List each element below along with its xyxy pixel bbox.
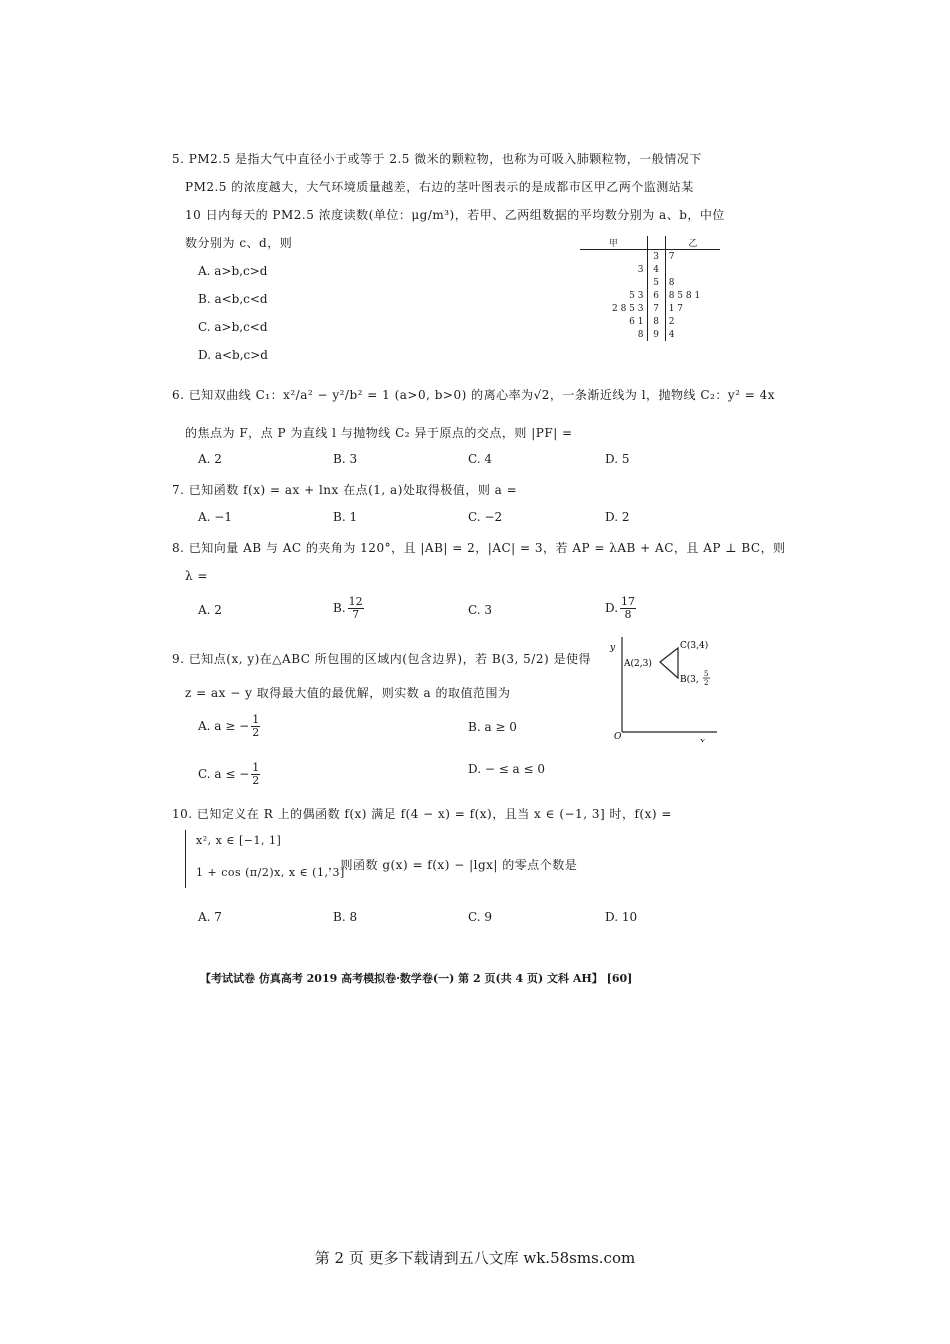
- q9-line1: 9. 已知点(x, y)在△ABC 所包围的区域内(包含边界)，若 B(3, 5/2) 是使得: [172, 652, 591, 666]
- q5-line3: 10 日内每天的 PM2.5 浓度读数(单位：μg/m³)，若甲、乙两组数据的平均数分别为 a、b，中位: [185, 208, 725, 222]
- stem-row: 8 9 4: [637, 329, 675, 340]
- q9-option-a: A. a ≥ − $\frac{1}{2}$: [198, 713, 260, 739]
- q6-line2: 的焦点为 F，点 P 为直线 l 与抛物线 C₂ 异于原点的交点，则 |PF| =: [185, 426, 573, 440]
- graph-svg: [602, 632, 722, 742]
- q10-piece2: 1 + cos (π/2)x, x ∈ (1, 3]: [196, 866, 345, 879]
- piecewise-brace: [185, 830, 192, 888]
- q6-option-a: A. 2: [198, 452, 222, 466]
- q7-option-c: C. −2: [468, 510, 503, 524]
- stem-row: 3 7: [580, 250, 720, 264]
- q6-option-c: C. 4: [468, 452, 493, 466]
- q8-option-d: D. $\frac{17}{8}$: [605, 595, 636, 621]
- q9-option-b: B. a ≥ 0: [468, 720, 517, 734]
- q10-option-d: D. 10: [605, 910, 638, 924]
- triangle-abc: [660, 648, 678, 678]
- q9-option-c: C. a ≤ − $\frac{1}{2}$: [198, 761, 260, 787]
- q10-option-c: C. 9: [468, 910, 493, 924]
- q10-option-a: A. 7: [198, 910, 222, 924]
- stem-header-right: 乙: [688, 239, 698, 249]
- q7-option-a: A. −1: [198, 510, 232, 524]
- stem-header-left: 甲: [608, 239, 618, 249]
- point-b-num: 5: [704, 670, 709, 678]
- q5-option-b: B. a<b,c<d: [198, 292, 268, 306]
- stem-row: 6 1 8 2: [629, 316, 675, 327]
- stem-leaf-plot: [580, 236, 720, 341]
- q5-option-a: A. a>b,c>d: [198, 264, 268, 278]
- q8-line2: λ =: [185, 569, 208, 583]
- q7-option-b: B. 1: [333, 510, 358, 524]
- triangle-region-graph: [602, 632, 722, 742]
- point-c-label: C(3,4): [680, 641, 709, 651]
- stem-row: 5 8: [580, 276, 720, 289]
- q8-option-c: C. 3: [468, 603, 493, 617]
- q10-line1: 10. 已知定义在 R 上的偶函数 f(x) 满足 f(4 − x) = f(x)，且当 x ∈ (−1, 3] 时，f(x) =: [172, 807, 672, 821]
- q10-piece1: x², x ∈ [−1, 1]: [196, 834, 282, 847]
- q8-option-b: B. $\frac{12}{7}$: [333, 595, 363, 621]
- y-axis-label: y: [610, 643, 616, 653]
- q9-option-d: D. − ≤ a ≤ 0: [468, 762, 546, 776]
- q8-line1: 8. 已知向量 AB 与 AC 的夹角为 120°，且 |AB| = 2，|AC| = 3，若 AP = λAB + AC，且 AP ⊥ BC，则: [172, 541, 786, 555]
- q6-option-d: D. 5: [605, 452, 630, 466]
- q6-option-b: B. 3: [333, 452, 358, 466]
- q10-option-b: B. 8: [333, 910, 358, 924]
- stem-row: 5 3 6 8 5 8 1: [629, 290, 701, 301]
- q5-option-d: D. a<b,c>d: [198, 348, 268, 362]
- q7-option-d: D. 2: [605, 510, 630, 524]
- q6-line1: 6. 已知双曲线 C₁：x²/a² − y²/b² = 1 (a>0, b>0) 的离心率为√2，一条渐近线为 l，抛物线 C₂：y² = 4x: [172, 388, 776, 402]
- point-b-label: B(3,: [680, 675, 699, 685]
- q9-line2: z = ax − y 取得最大值的最优解，则实数 a 的取值范围为: [185, 686, 511, 700]
- origin-label: O: [614, 732, 622, 742]
- stem-row: 2 8 5 3 7 1 7: [612, 303, 684, 314]
- stem-row: 3 4: [580, 263, 720, 276]
- q8-option-a: A. 2: [198, 603, 222, 617]
- x-axis-label: x: [700, 737, 706, 742]
- q10-line2: ，则函数 g(x) = f(x) − |lgx| 的零点个数是: [328, 858, 578, 872]
- q5-line2: PM2.5 的浓度越大，大气环境质量越差，右边的茎叶图表示的是成都市区甲乙两个监测站某: [185, 180, 694, 194]
- download-note: 第 2 页 更多下载请到五八文库 wk.58sms.com: [314, 1249, 636, 1267]
- q5-line4: 数分别为 c、d，则: [185, 236, 293, 250]
- exam-footer: 【考试试卷 仿真高考 2019 高考模拟卷·数学卷(一) 第 2 页(共 4 页) 文科 AH】 [60]: [200, 972, 633, 985]
- q5-option-c: C. a>b,c<d: [198, 320, 268, 334]
- point-a-label: A(2,3): [624, 659, 652, 669]
- point-b-den: 2: [704, 679, 709, 687]
- q5-line1: 5. PM2.5 是指大气中直径小于或等于 2.5 微米的颗粒物，也称为可吸入肺颗粒物，一般情况下: [172, 152, 702, 166]
- q7-line1: 7. 已知函数 f(x) = ax + lnx 在点(1, a)处取得极值，则 a =: [172, 483, 518, 497]
